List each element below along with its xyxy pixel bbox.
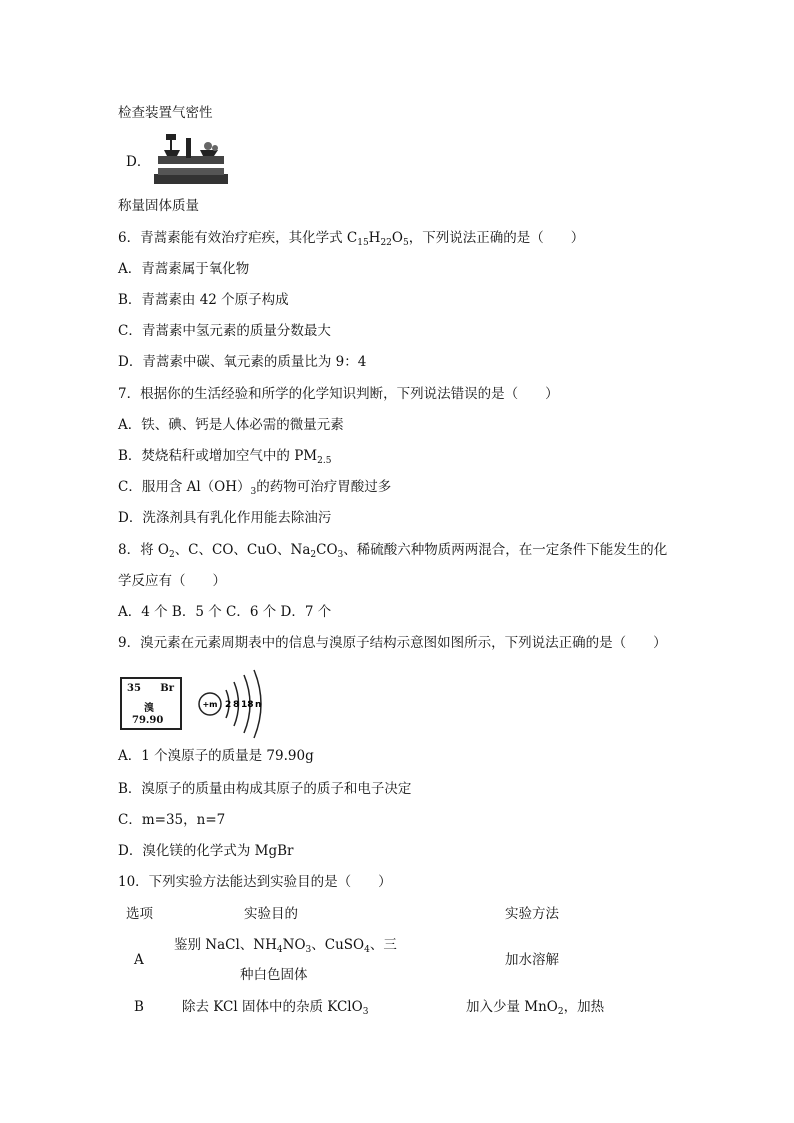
row-a-method: 加水溶解 xyxy=(505,952,559,968)
shell-3-electrons: 18 xyxy=(241,700,254,710)
table-header-purpose: 实验目的 xyxy=(244,906,298,922)
q9-option-b: B．溴原子的质量由构成其原子的质子和电子决定 xyxy=(118,781,412,797)
shell-2-electrons: 8 xyxy=(233,700,240,710)
element-symbol: Br xyxy=(160,683,174,694)
nucleus-label: +m xyxy=(202,700,218,709)
q6-option-b: B．青蒿素由 42 个原子构成 xyxy=(118,292,289,308)
q9-option-a: A．1 个溴原子的质量是 79.90g xyxy=(118,748,314,764)
atomic-number: 35 xyxy=(127,683,141,694)
option-c-caption: 检查装置气密性 xyxy=(118,105,213,121)
row-a-option: A xyxy=(134,952,144,968)
q8-stem-line2: 学反应有（ ） xyxy=(118,573,226,589)
balance-scale-image xyxy=(150,128,230,188)
periodic-table-cell xyxy=(120,677,182,730)
atom-structure-diagram xyxy=(196,668,276,740)
shell-4-electrons: n xyxy=(255,700,262,710)
q9-option-d: D．溴化镁的化学式为 MgBr xyxy=(118,843,294,859)
row-a-purpose-line2: 种白色固体 xyxy=(240,967,308,983)
q9-stem: 9．溴元素在元素周期表中的信息与溴原子结构示意图如图所示，下列说法正确的是（ ） xyxy=(118,635,667,651)
q8-options: A．4 个 B．5 个 C．6 个 D．7 个 xyxy=(118,604,332,620)
row-b-purpose: 除去 KCl 固体中的杂质 KClO$_3$ xyxy=(182,999,369,1017)
row-a-purpose: 鉴别 NaCl、$NH_4NO_3$、CuSO$_4$、三 xyxy=(174,937,397,955)
row-b-option: B xyxy=(134,999,144,1015)
q8-stem: 8．将 $O_2$、C、CO、CuO、$Na_2CO_3$、稀硫酸六种物质两两混合，在一定条件下能发生的化 xyxy=(118,542,668,560)
option-d-caption: 称量固体质量 xyxy=(118,198,199,214)
q7-option-a: A．铁、碘、钙是人体必需的微量元素 xyxy=(118,417,344,433)
q7-option-b: B．焚烧秸秆或增加空气中的 $PM_{2.5}$ xyxy=(118,448,332,466)
table-header-option: 选项 xyxy=(126,906,153,922)
table-header-method: 实验方法 xyxy=(505,906,559,922)
q6-option-c: C．青蒿素中氢元素的质量分数最大 xyxy=(118,323,331,339)
q7-stem: 7．根据你的生活经验和所学的化学知识判断，下列说法错误的是（ ） xyxy=(118,386,559,402)
q6-option-a: A．青蒿素属于氧化物 xyxy=(118,261,250,277)
q9-option-c: C．m=35，n=7 xyxy=(118,812,226,828)
shell-1-electrons: 2 xyxy=(225,700,232,710)
q6-stem: 6．青蒿素能有效治疗疟疾，其化学式 $C_{15}H_{22}O_5$，下列说法正确的是（ ） xyxy=(118,230,585,248)
atomic-mass: 79.90 xyxy=(132,715,164,726)
q10-stem: 10．下列实验方法能达到实验目的是（ ） xyxy=(118,874,392,890)
q7-option-d: D．洗涤剂具有乳化作用能去除油污 xyxy=(118,510,332,526)
element-name: 溴 xyxy=(144,703,154,714)
q6-option-d: D．青蒿素中碳、氧元素的质量比为 9：4 xyxy=(118,354,367,370)
option-d-label: D． xyxy=(126,154,151,170)
row-b-method: 加入少量 MnO$_2$，加热 xyxy=(466,999,605,1017)
q7-option-c: C．服用含 $Al(OH)_3$的药物可治疗胃酸过多 xyxy=(118,479,392,497)
